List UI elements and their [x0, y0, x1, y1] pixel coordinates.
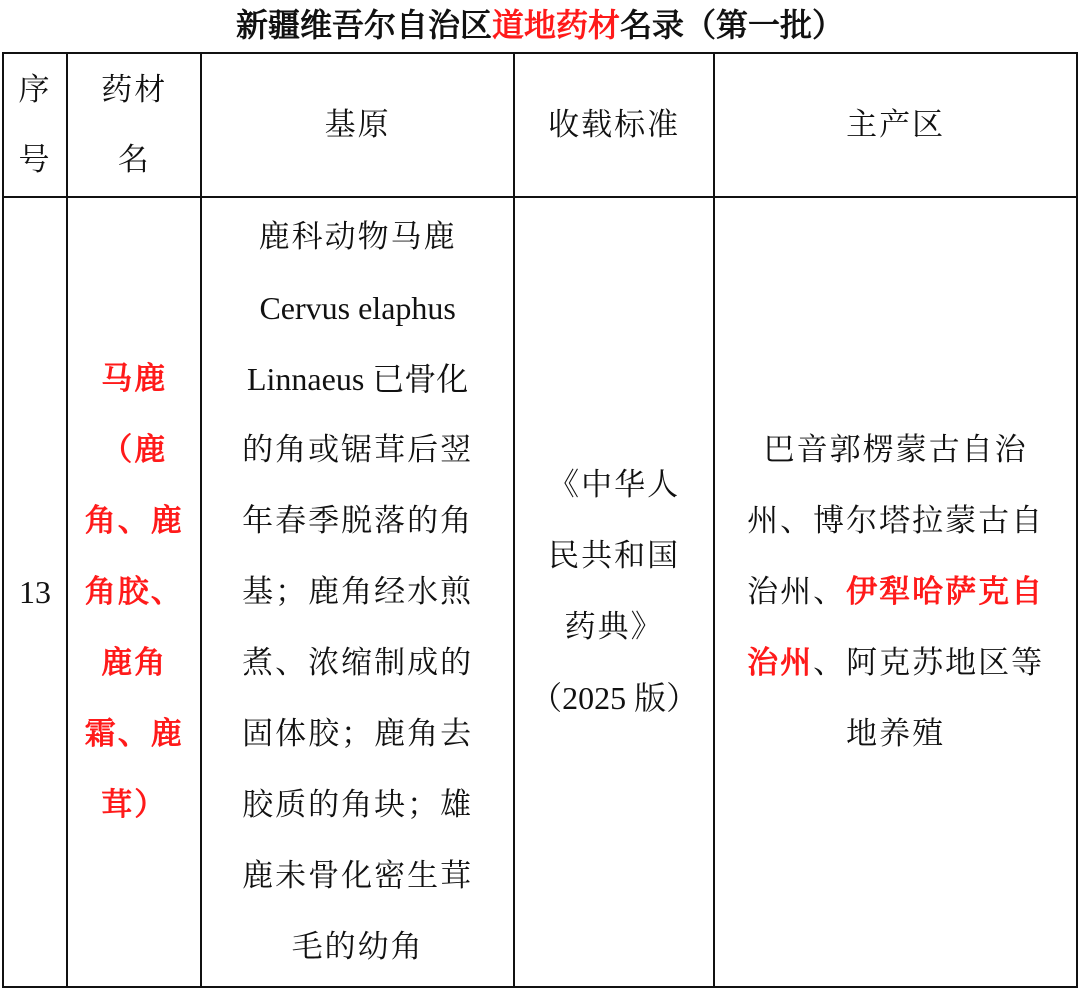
row-standard: 《中华人 民共和国 药典》 （2025 版） [514, 197, 714, 987]
row-origin: 鹿科动物马鹿 Cervus elaphus Linnaeus 已骨化 的角或锯茸后翌 年春季脱落的角 基；鹿角经水煎 煮、浓缩制成的 固体胶；鹿角去 胶质的角块；雄 鹿未骨化密生茸 毛的幼角 [201, 197, 514, 987]
region-highlight: 伊犁哈萨克自 [846, 573, 1045, 610]
header-seq: 序 号 [3, 53, 67, 197]
header-name: 药材 名 [67, 53, 201, 197]
title-highlight: 道地药材 [491, 6, 620, 44]
header-origin: 基原 [201, 53, 514, 197]
region-highlight: 治州 [747, 644, 814, 681]
table-row [3, 197, 1077, 987]
row-seq: 13 [3, 197, 67, 987]
table-header-row [3, 53, 1077, 197]
title-part-3: 名录（第一批） [620, 6, 845, 44]
header-standard: 收载标准 [514, 53, 714, 197]
herb-list-table [2, 52, 1078, 988]
row-herb-name: 马鹿 （鹿 角、鹿 角胶、 鹿角 霜、鹿 茸） [67, 197, 201, 987]
title-part-1: 新疆维吾尔自治区 [235, 6, 492, 44]
header-region: 主产区 [714, 53, 1077, 197]
document-title [0, 0, 1080, 52]
row-region: 巴音郭楞蒙古自治 州、博尔塔拉蒙古自 治州、伊犁哈萨克自 治州、阿克苏地区等 地养殖 [714, 197, 1077, 987]
